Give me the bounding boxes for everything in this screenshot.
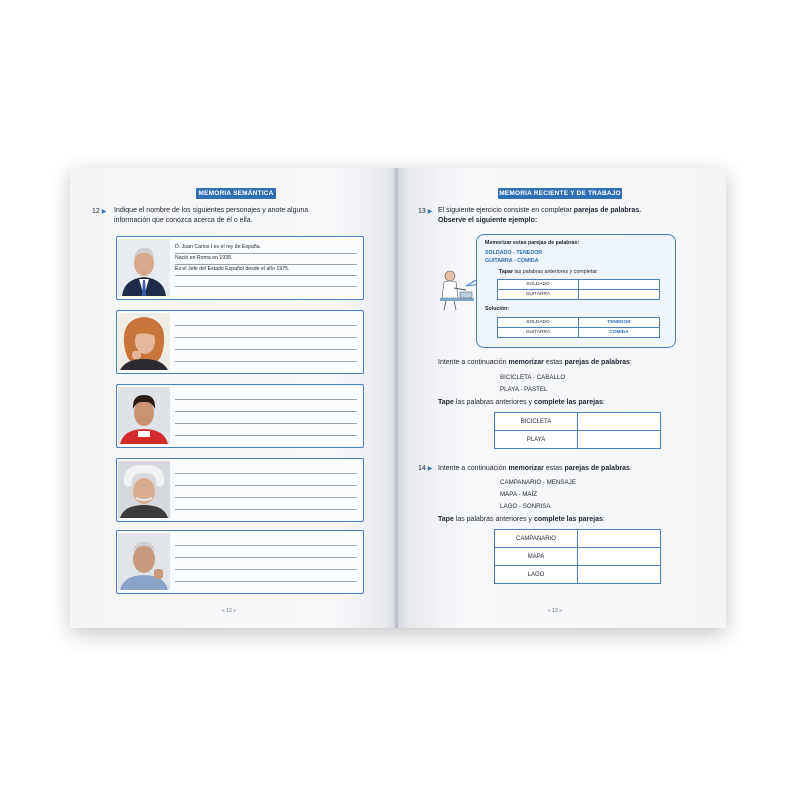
section-header-recent-memory: MEMORIA RECIENTE Y DE TRABAJO bbox=[499, 190, 621, 197]
example-table bbox=[497, 279, 660, 300]
word-pair-4: MAPA - MAÍZ bbox=[500, 491, 538, 498]
person-card-5 bbox=[116, 530, 364, 594]
answer-input-cell[interactable] bbox=[578, 413, 661, 431]
word-pair-2: PLAYA - PASTEL bbox=[500, 386, 548, 393]
answer-lines-5 bbox=[175, 531, 357, 593]
word-pair-3: CAMPANARIO - MENSAJE bbox=[500, 479, 576, 486]
answer-lines-4 bbox=[175, 459, 357, 521]
page-number-left: « 12 » bbox=[222, 608, 236, 614]
q13-memorize-instruction: Intente a continuación memorizar estas parejas de palabras: bbox=[438, 359, 632, 366]
q13-line1-bold: parejas de palabras. bbox=[573, 207, 642, 214]
solution-table bbox=[497, 317, 660, 338]
example-blank-cell bbox=[579, 280, 660, 290]
solution-cell: GUITARRA bbox=[498, 328, 579, 338]
question-12-instruction bbox=[114, 206, 384, 226]
instruction-line-1: Indique el nombre de los siguientes personajes y anote alguna bbox=[114, 207, 309, 214]
answer-input-cell[interactable] bbox=[578, 431, 661, 449]
question-number-14: 14 ▶ bbox=[418, 465, 433, 472]
open-book bbox=[70, 168, 726, 628]
person-card-4 bbox=[116, 458, 364, 522]
solution-cell: TENEDOR bbox=[579, 318, 660, 328]
q13-answer-table bbox=[494, 412, 661, 449]
example-speech-bubble bbox=[476, 234, 676, 348]
right-page bbox=[398, 168, 726, 628]
example-blank-cell bbox=[579, 290, 660, 300]
solution-cell: SOLDADO bbox=[498, 318, 579, 328]
question-13-instruction bbox=[438, 206, 718, 226]
portrait-photo-5 bbox=[118, 533, 170, 590]
portrait-photo-2 bbox=[118, 313, 170, 370]
memorize-label: Memorizar estas parejas de palabras: bbox=[485, 240, 580, 246]
q14-cover-instruction: Tape las palabras anteriores y complete las parejas: bbox=[438, 516, 605, 523]
example-line-1: D. Juan Carlos I es el rey de España. bbox=[175, 244, 261, 250]
page-number-right: « 13 » bbox=[548, 608, 562, 614]
answer-input-cell[interactable] bbox=[578, 566, 661, 584]
person-at-desk-illustration bbox=[436, 268, 476, 310]
q13-line1: El siguiente ejercicio consiste en completar bbox=[438, 207, 574, 214]
instruction-line-2: información que conozca acerca de él o ella. bbox=[114, 217, 253, 224]
example-line-2: Nació en Roma en 1938. bbox=[175, 255, 233, 261]
word-pair-5: LAGO - SONRISA bbox=[500, 503, 551, 510]
answer-table-cell: PLAYA bbox=[495, 431, 578, 449]
portrait-photo-1 bbox=[118, 239, 170, 296]
answer-table-cell: CAMPANARIO bbox=[495, 530, 578, 548]
cover-instruction: Tapar las palabras anteriores y completar: bbox=[499, 269, 599, 275]
q13-cover-instruction: Tape las palabras anteriores y complete las parejas: bbox=[438, 399, 605, 406]
portrait-photo-3 bbox=[118, 387, 170, 444]
person-card-3 bbox=[116, 384, 364, 448]
answer-input-cell[interactable] bbox=[578, 530, 661, 548]
answer-input-cell[interactable] bbox=[578, 548, 661, 566]
example-cell: SOLDADO bbox=[498, 280, 579, 290]
arrow-icon: ▶ bbox=[427, 466, 433, 472]
answer-table-cell: LAGO bbox=[495, 566, 578, 584]
portrait-photo-4 bbox=[118, 461, 170, 518]
example-cell: GUITARRA bbox=[498, 290, 579, 300]
answer-lines-3 bbox=[175, 385, 357, 447]
q14-memorize-instruction: Intente a continuación memorizar estas parejas de palabras. bbox=[438, 465, 632, 472]
answer-lines-1 bbox=[175, 237, 357, 299]
left-page bbox=[70, 168, 396, 628]
question-number-12: 12 ▶ bbox=[92, 208, 107, 215]
example-pair-2: GUITARRA - COMIDA bbox=[485, 258, 539, 264]
person-card-2 bbox=[116, 310, 364, 374]
arrow-icon: ▶ bbox=[101, 209, 107, 215]
word-pair-1: BICICLETA - CABALLO bbox=[500, 374, 566, 381]
answer-lines-2 bbox=[175, 311, 357, 373]
example-pair-1: SOLDADO - TENEDOR bbox=[485, 250, 543, 256]
example-line-3: Es el Jefe del Estado Español desde el año 1975. bbox=[175, 266, 290, 272]
person-card-1 bbox=[116, 236, 364, 300]
arrow-icon: ▶ bbox=[427, 209, 433, 215]
q14-answer-table bbox=[494, 529, 661, 584]
solution-cell: COMIDA bbox=[579, 328, 660, 338]
q13-line2: Observe el siguiente ejemplo: bbox=[438, 217, 538, 224]
solution-label: Solución: bbox=[485, 306, 510, 312]
answer-table-cell: MAPA bbox=[495, 548, 578, 566]
question-number-13: 13 ▶ bbox=[418, 208, 433, 215]
section-header-semantic: MEMORIA SEMÁNTICA bbox=[196, 188, 276, 199]
answer-table-cell: BICICLETA bbox=[495, 413, 578, 431]
